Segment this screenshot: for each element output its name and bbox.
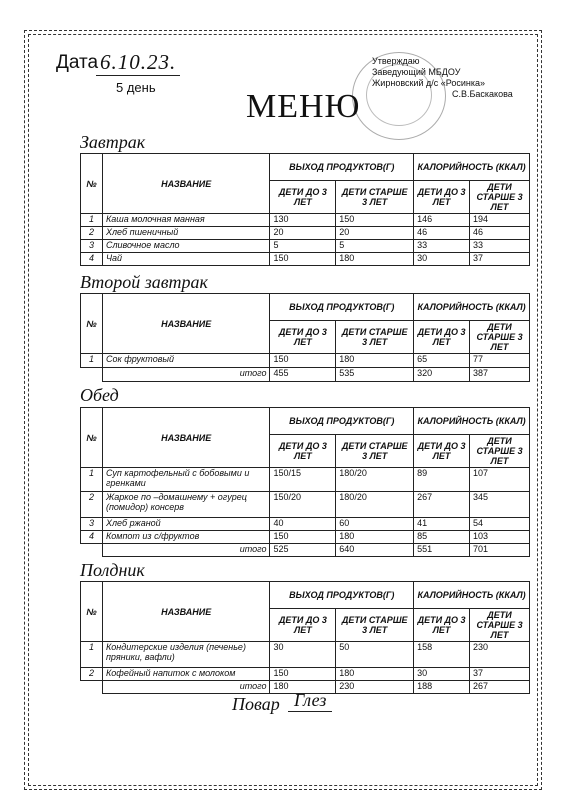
table-row: 1 Сок фруктовый 150 180 65 77 [81, 354, 530, 368]
col-name: НАЗВАНИЕ [102, 154, 269, 214]
date-value: 6.10.23. [96, 50, 180, 76]
col-calories: КАЛОРИЙНОСТЬ (ККАЛ) [414, 582, 530, 609]
day-label: 5 день [116, 80, 156, 95]
col-cal-over-3: ДЕТИ СТАРШЕ 3 ЛЕТ [470, 181, 530, 214]
section-title-lunch: Обед [80, 385, 119, 405]
col-output-over-3: ДЕТИ СТАРШЕ 3 ЛЕТ [336, 609, 414, 642]
approval-line: С.В.Баскакова [452, 89, 513, 99]
col-output-over-3: ДЕТИ СТАРШЕ 3 ЛЕТ [336, 181, 414, 214]
col-no: № [81, 294, 103, 354]
col-calories: КАЛОРИЙНОСТЬ (ККАЛ) [414, 408, 530, 435]
approval-line: Заведующий МБДОУ [372, 67, 461, 77]
col-output-under-3: ДЕТИ ДО 3 ЛЕТ [270, 609, 336, 642]
table-row: 2 Кофейный напиток с молоком 150 180 30 37 [81, 668, 530, 681]
col-calories: КАЛОРИЙНОСТЬ (ККАЛ) [414, 154, 530, 181]
table-row: 4 Компот из с/фруктов 150 180 85 103 [81, 531, 530, 544]
col-output-under-3: ДЕТИ ДО 3 ЛЕТ [270, 181, 336, 214]
table-row: 1 Кондитерские изделия (печенье) пряники, вафли) 30 50 158 230 [81, 642, 530, 668]
col-output-under-3: ДЕТИ ДО 3 ЛЕТ [270, 321, 336, 354]
menu-table-afternoon-snack [80, 581, 530, 694]
col-name: НАЗВАНИЕ [102, 294, 269, 354]
table-row-total: итого 525 640 551 701 [81, 544, 530, 557]
col-output: ВЫХОД ПРОДУКТОВ(Г) [270, 582, 414, 609]
col-calories: КАЛОРИЙНОСТЬ (ККАЛ) [414, 294, 530, 321]
col-cal-over-3: ДЕТИ СТАРШЕ 3 ЛЕТ [470, 321, 530, 354]
col-no: № [81, 408, 103, 468]
section-title-afternoon-snack: Полдник [80, 560, 145, 580]
col-cal-under-3: ДЕТИ ДО 3 ЛЕТ [414, 181, 470, 214]
table-row: 1 Суп картофельный с бобовыми и гренками 150/15 180/20 89 107 [81, 468, 530, 492]
table-row: 1 Каша молочная манная 130 150 146 194 [81, 214, 530, 227]
col-output-over-3: ДЕТИ СТАРШЕ 3 ЛЕТ [336, 435, 414, 468]
col-cal-over-3: ДЕТИ СТАРШЕ 3 ЛЕТ [470, 609, 530, 642]
col-name: НАЗВАНИЕ [102, 582, 270, 642]
col-no: № [81, 154, 103, 214]
menu-table-breakfast [80, 153, 530, 266]
col-output-over-3: ДЕТИ СТАРШЕ 3 ЛЕТ [336, 321, 414, 354]
cook-signature: Глез [288, 690, 332, 712]
section-title-second-breakfast: Второй завтрак [80, 272, 208, 292]
col-output-under-3: ДЕТИ ДО 3 ЛЕТ [270, 435, 336, 468]
col-name: НАЗВАНИЕ [102, 408, 270, 468]
col-no: № [81, 582, 103, 642]
col-cal-over-3: ДЕТИ СТАРШЕ 3 ЛЕТ [470, 435, 530, 468]
table-row-total: итого 180 230 188 267 [81, 681, 530, 694]
section-title-breakfast: Завтрак [80, 132, 146, 152]
date-label: Дата [56, 52, 99, 73]
table-row: 3 Хлеб ржаной 40 60 41 54 [81, 518, 530, 531]
col-cal-under-3: ДЕТИ ДО 3 ЛЕТ [414, 321, 470, 354]
table-row: 2 Хлеб пшеничный 20 20 46 46 [81, 227, 530, 240]
col-cal-under-3: ДЕТИ ДО 3 ЛЕТ [414, 609, 470, 642]
menu-table-second-breakfast [80, 293, 530, 382]
menu-table-lunch [80, 407, 530, 557]
table-row: 3 Сливочное масло 5 5 33 33 [81, 240, 530, 253]
col-output: ВЫХОД ПРОДУКТОВ(Г) [270, 408, 414, 435]
col-output: ВЫХОД ПРОДУКТОВ(Г) [270, 154, 414, 181]
col-output: ВЫХОД ПРОДУКТОВ(Г) [270, 294, 414, 321]
table-row: 4 Чай 150 180 30 37 [81, 253, 530, 266]
page-title: МЕНЮ [246, 88, 361, 125]
approval-line: Утверждаю [372, 56, 420, 66]
col-cal-under-3: ДЕТИ ДО 3 ЛЕТ [414, 435, 470, 468]
table-row-total: итого 455 535 320 387 [81, 368, 530, 382]
table-row: 2 Жаркое по –домашнему + огурец (помидор) консерв 150/20 180/20 267 345 [81, 492, 530, 518]
approval-line: Жирновский д/с «Росинка» [372, 78, 486, 88]
cook-label: Повар [232, 694, 280, 714]
approval-block [372, 56, 513, 100]
